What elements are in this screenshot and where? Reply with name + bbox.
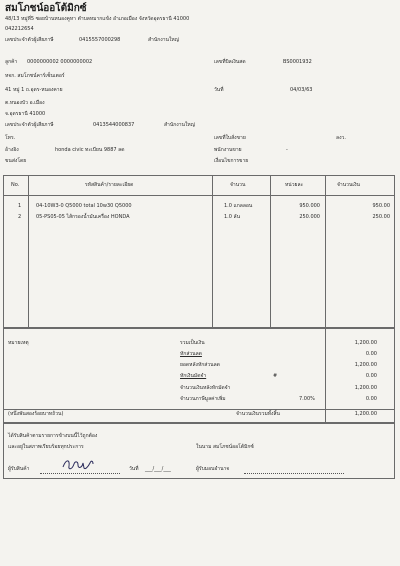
header-unit-price: หน่วยละ — [285, 182, 304, 188]
customer-address1: 41 หมู่ 1 ถ.อุดร-หนองคาย — [5, 87, 63, 93]
customer-tax-label: เลขประจำตัวผู้เสียภาษี — [5, 122, 54, 128]
company-tax-label: เลขประจำตัวผู้เสียภาษี — [5, 37, 54, 43]
customer-branch: สำนักงานใหญ่ — [164, 122, 195, 128]
subtotal-label: รวมเป็นเงิน — [180, 340, 205, 346]
salesperson-value: - — [286, 147, 288, 153]
row-1-unit-price: 950.000 — [299, 203, 320, 209]
after-deposit-label: จำนวนเงินหลังหักมัดจำ — [180, 385, 231, 391]
shipping-label: ขนส่งโดย — [5, 158, 27, 164]
receiver-signature — [60, 455, 96, 473]
doc-date-label: วันที่ — [214, 87, 224, 93]
row-2-description: 05-PS05-05 ไส้กรองน้ำมันเครื่อง HONDA — [36, 214, 130, 220]
salesperson-label: พนักงานขาย — [214, 147, 242, 153]
row-1-description: 04-10W3-0 Q5000 total 10w30 Q5000 — [36, 203, 132, 209]
receiver-sign-line — [40, 473, 120, 474]
header-description: รหัสสินค้า/รายละเอียด — [85, 182, 134, 188]
items-table — [3, 175, 395, 328]
receive-date-label: วันที่ — [129, 466, 139, 472]
row-2-quantity: 1.0 ลัน — [224, 214, 241, 220]
reference-label: อ้างอิง — [5, 147, 19, 153]
deposit-value: 0.00 — [365, 373, 377, 379]
customer-address3: จ.อุดรธานี 41000 — [5, 111, 46, 117]
discount-value: 0.00 — [365, 351, 377, 357]
header-no: No. — [11, 182, 20, 188]
after-discount-label: ยอดหลังหักส่วนลด — [180, 362, 220, 368]
doc-date-value: 04/03/63 — [290, 87, 313, 93]
received-text-1: ได้รับสินค้าตามรายการข้างบนนี้ไว้ถูกต้อง — [8, 433, 98, 439]
row-1-quantity: 1.0 แกลลอน — [224, 203, 253, 209]
col-divider-4 — [325, 175, 326, 328]
customer-name: หจก. สมโภชน์คาร์เซ็นเตอร์ — [5, 73, 65, 79]
doc-number-label: เลขที่บิลเงินสด — [214, 59, 246, 65]
col-divider-3 — [270, 175, 271, 328]
grand-total-value: 1,200.00 — [354, 411, 377, 417]
customer-phone-label: โทร. — [5, 135, 16, 141]
row-2-amount: 250.00 — [372, 214, 390, 220]
receiver-label: ผู้รับสินค้า — [8, 466, 30, 472]
subtotal-value: 1,200.00 — [354, 340, 377, 346]
note-label: หมายเหตุ — [8, 340, 29, 346]
col-divider-1 — [28, 175, 29, 328]
customer-code-value: 0000000002 0000000002 — [27, 59, 93, 65]
order-date-label: ลงว. — [336, 135, 346, 141]
sales-term-label: เงื่อนไขการขาย — [214, 158, 249, 164]
row-2-unit-price: 250.000 — [299, 214, 320, 220]
row-1-amount: 950.00 — [372, 203, 390, 209]
vat-value: 0.00 — [365, 396, 377, 402]
amount-in-words: (หนึ่งพันสองร้อยบาทถ้วน) — [8, 411, 64, 417]
authorized-label: ผู้รับมอบอำนาจ — [196, 466, 230, 472]
company-name: สมโภชน์ออโต้มิกซ์ — [5, 3, 87, 14]
company-phone: 042212654 — [5, 26, 34, 32]
col-divider-2 — [212, 175, 213, 328]
items-header-divider — [3, 195, 395, 196]
received-text-2: และอยู่ในสภาพเรียบร้อยทุกประการ — [8, 444, 84, 450]
grand-total-label: จำนวนเงินรวมทั้งสิ้น — [236, 411, 280, 417]
order-number-label: เลขที่ใบสั่งขาย — [214, 135, 246, 141]
header-amount: จำนวนเงิน — [337, 182, 360, 188]
reference-value: honda civic ทะเบียน 9887 ลด — [55, 147, 125, 153]
customer-code-label: ลูกค้า — [5, 59, 18, 65]
receive-date-blank: ___/___/___ — [145, 466, 171, 472]
company-branch: สำนักงานใหญ่ — [148, 37, 179, 43]
company-tax-id: 0415557000298 — [79, 37, 121, 43]
customer-tax-id: 0413544000837 — [93, 122, 135, 128]
vat-rate: 7.00% — [299, 396, 315, 402]
row-2-no: 2 — [18, 214, 22, 220]
header-quantity: จำนวน — [230, 182, 246, 188]
vat-label: จำนวนภาษีมูลค่าเพิ่ม — [180, 396, 226, 402]
deposit-symbol: # — [273, 373, 278, 379]
deposit-label: หักเงินมัดจำ — [180, 373, 207, 379]
after-discount-value: 1,200.00 — [354, 362, 377, 368]
discount-label: หักส่วนลด — [180, 351, 202, 357]
authorized-sign-line — [244, 473, 344, 474]
company-address: 48/13 หมู่ที่5 ซอยบ้านหนองคูหา ตำบลหมากแข้ง อำเภอเมือง จังหวัดอุดรธานี 41000 — [5, 16, 190, 22]
row-1-no: 1 — [18, 203, 22, 209]
doc-number-value: BS0001932 — [283, 59, 312, 65]
on-behalf-text: ในนาม สมโภชน์ออโต้มิกซ์ — [196, 444, 254, 450]
customer-address2: ต.หนองบัว อ.เมือง — [5, 100, 45, 106]
summary-total-divider — [3, 409, 395, 410]
after-deposit-value: 1,200.00 — [354, 385, 377, 391]
